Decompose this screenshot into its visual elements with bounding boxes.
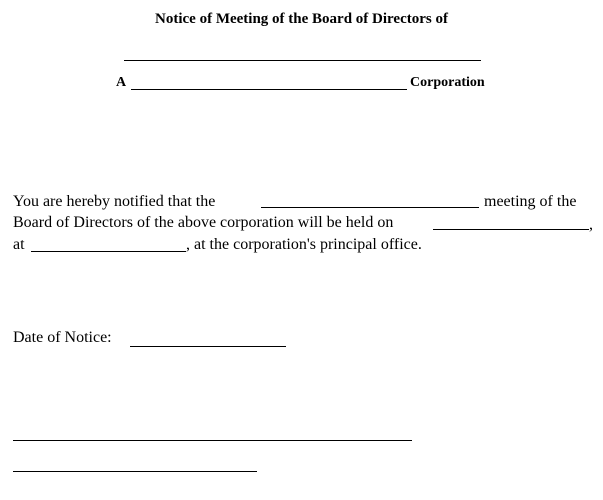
paragraph-line-1-end: meeting of the: [484, 193, 577, 210]
document-title: Notice of Meeting of the Board of Directors of: [155, 11, 448, 27]
paragraph-line-2-comma-wrap: [589, 215, 593, 235]
date-of-notice-label: Date of Notice:: [13, 329, 112, 346]
meeting-type-blank[interactable]: [261, 207, 479, 208]
meeting-time-blank[interactable]: [31, 251, 186, 252]
corporation-prefix: A: [116, 75, 127, 90]
corporation-suffix: Corporation: [410, 75, 485, 90]
board-name-blank[interactable]: [124, 60, 481, 61]
paragraph-line-3-start-wrap: [13, 235, 25, 255]
date-of-notice-blank[interactable]: [130, 346, 286, 347]
paragraph-line-3-end-wrap: [186, 235, 422, 255]
paragraph-line-2-comma: ,: [589, 216, 593, 233]
paragraph-line-3-start: at: [13, 236, 25, 253]
paragraph-line-2: [13, 213, 393, 233]
meeting-date-blank[interactable]: [433, 229, 589, 230]
signer-name-line[interactable]: [13, 471, 257, 472]
paragraph-line-3-end: , at the corporation's principal office.: [186, 236, 422, 253]
corporation-name-blank[interactable]: [131, 89, 407, 90]
signature-line[interactable]: [13, 440, 412, 441]
paragraph-line-1-end-wrap: [484, 192, 576, 212]
paragraph-line-2-text: Board of Directors of the above corporation will be held on: [13, 214, 394, 231]
paragraph-line-1-start: You are hereby notified that the: [13, 193, 216, 210]
